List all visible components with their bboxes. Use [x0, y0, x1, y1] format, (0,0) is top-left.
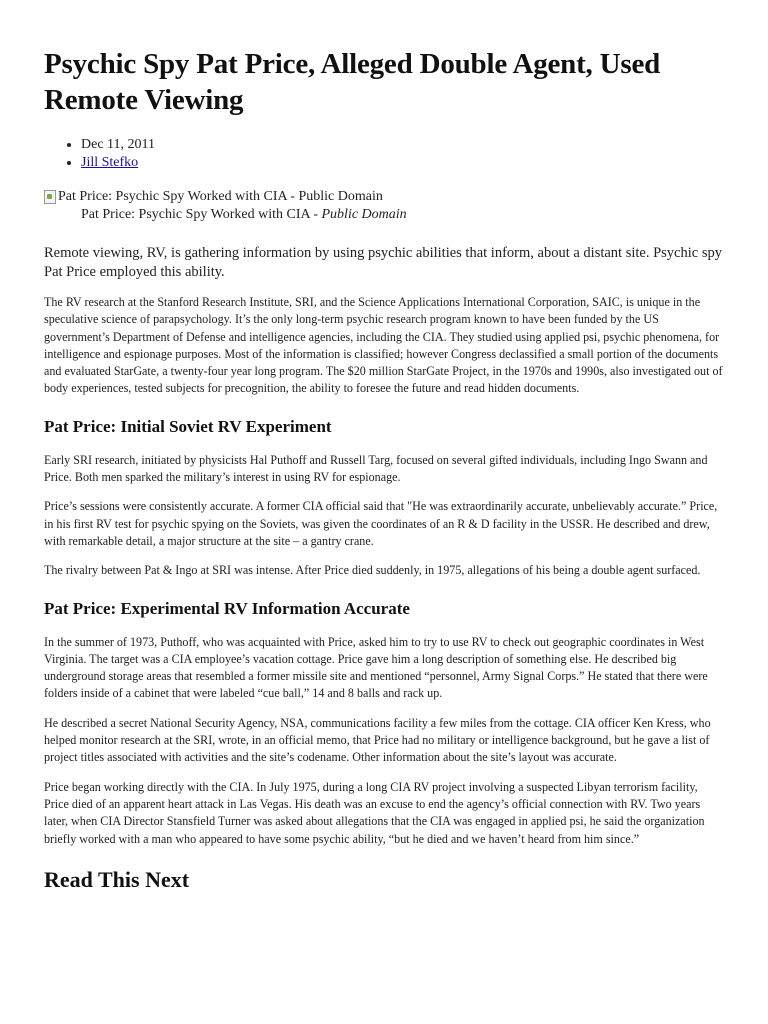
- image-alt-text: Pat Price: Psychic Spy Worked with CIA - Public Domain: [58, 189, 383, 204]
- publish-date: • Dec 11, 2011: [81, 136, 724, 154]
- article-title: Psychic Spy Pat Price, Alleged Double Agent, Used Remote Viewing: [44, 48, 661, 116]
- broken-image-icon: [44, 190, 56, 204]
- paragraph: Price’s sessions were consistently accurate. A former CIA official said that "He was extraordinarily accurate, unbelievably accurate.” Price, in his first RV test for psychic spying on the Soviets, was given the coordinates of an R & D facility in the USSR. He described and drew, with remarkable detail, a major structure at the site – a gantry crane.: [44, 499, 718, 548]
- section-heading-soviet-experiment: Pat Price: Initial Soviet RV Experiment: [44, 416, 332, 436]
- article-meta-list: [44, 136, 724, 172]
- paragraph: He described a secret National Security Agency, NSA, communications facility a few miles from the cottage. CIA officer Ken Kress, who helped monitor research at the SRI, wrote, in an official memo, that Price had no military or intelligence background, but he gave a list of project titles associated with activities and the site’s codename. Other information about the site’s layout was accurate.: [44, 715, 711, 765]
- paragraph: The rivalry between Pat & Ingo at SRI was intense. After Price died suddenly, in 1975, allegations of his being a double agent surfaced.: [44, 563, 701, 578]
- article-lead: Remote viewing, RV, is gathering information by using psychic abilities that inform, about a distant site. Psychic spy Pat Price employed this ability.: [44, 245, 722, 280]
- image-caption: [44, 206, 724, 224]
- article-figure: [44, 188, 724, 224]
- section-heading-experimental-rv: Pat Price: Experimental RV Information Accurate: [44, 598, 410, 618]
- paragraph: In the summer of 1973, Puthoff, who was acquainted with Price, asked him to try to use RV to check out geographic coordinates in West Virginia. The target was a CIA employee’s vacation cottage. Price gave him a long description of something else. He described big underground storage areas that resembled a former missile site and mentioned “personnel, Army Signal Corps.” He stated that there were folders inside of a cabinet that were labeled “cue ball,” 14 and 8 balls and rack up.: [44, 634, 708, 701]
- image-caption-text: Pat Price: Psychic Spy Worked with CIA -: [81, 207, 322, 222]
- paragraph: Early SRI research, initiated by physicists Hal Puthoff and Russell Targ, focused on several gifted individuals, including Ingo Swann and Price. Both men sparked the military’s interest in using RV for espionage.: [44, 452, 708, 485]
- paragraph: Price began working directly with the CIA. In July 1975, during a long CIA RV project involving a suspected Libyan terrorism facility, Price died of an apparent heart attack in Las Vegas. His death was an excuse to end the agency’s official connection with RV. Two years later, when CIA Director Stansfield Turner was asked about allegations that the CIA was engaged in applied psi, he said the organization briefly worked with a man who appeared to have some psychic ability, “but he died and we haven’t heard from him since.”: [44, 779, 705, 846]
- author-link[interactable]: Jill Stefko: [81, 155, 139, 170]
- read-next-heading: Read This Next: [44, 866, 190, 892]
- author-item: [81, 154, 724, 172]
- article-intro: The RV research at the Stanford Research Institute, SRI, and the Science Applications International Corporation, SAIC, is unique in the speculative science of parapsychology. It’s the only long-term psychic research program known to have been funded by the US government’s Department of Defense and intelligence agencies, including the CIA. They studied using applied psi, psychic phenomena, for intelligence and espionage purposes. Most of the information is classified; however Congress declassified a small portion of the documents and evaluated StarGate, a twenty-four year long program. The $20 million StarGate Project, in the 1970s and 1990s, also investigated out of body experiences, tested subjects for precognition, the ability to foresee the future and read hidden documents.: [44, 295, 723, 396]
- image-caption-credit: Public Domain: [321, 207, 407, 222]
- image-placeholder: [44, 188, 724, 206]
